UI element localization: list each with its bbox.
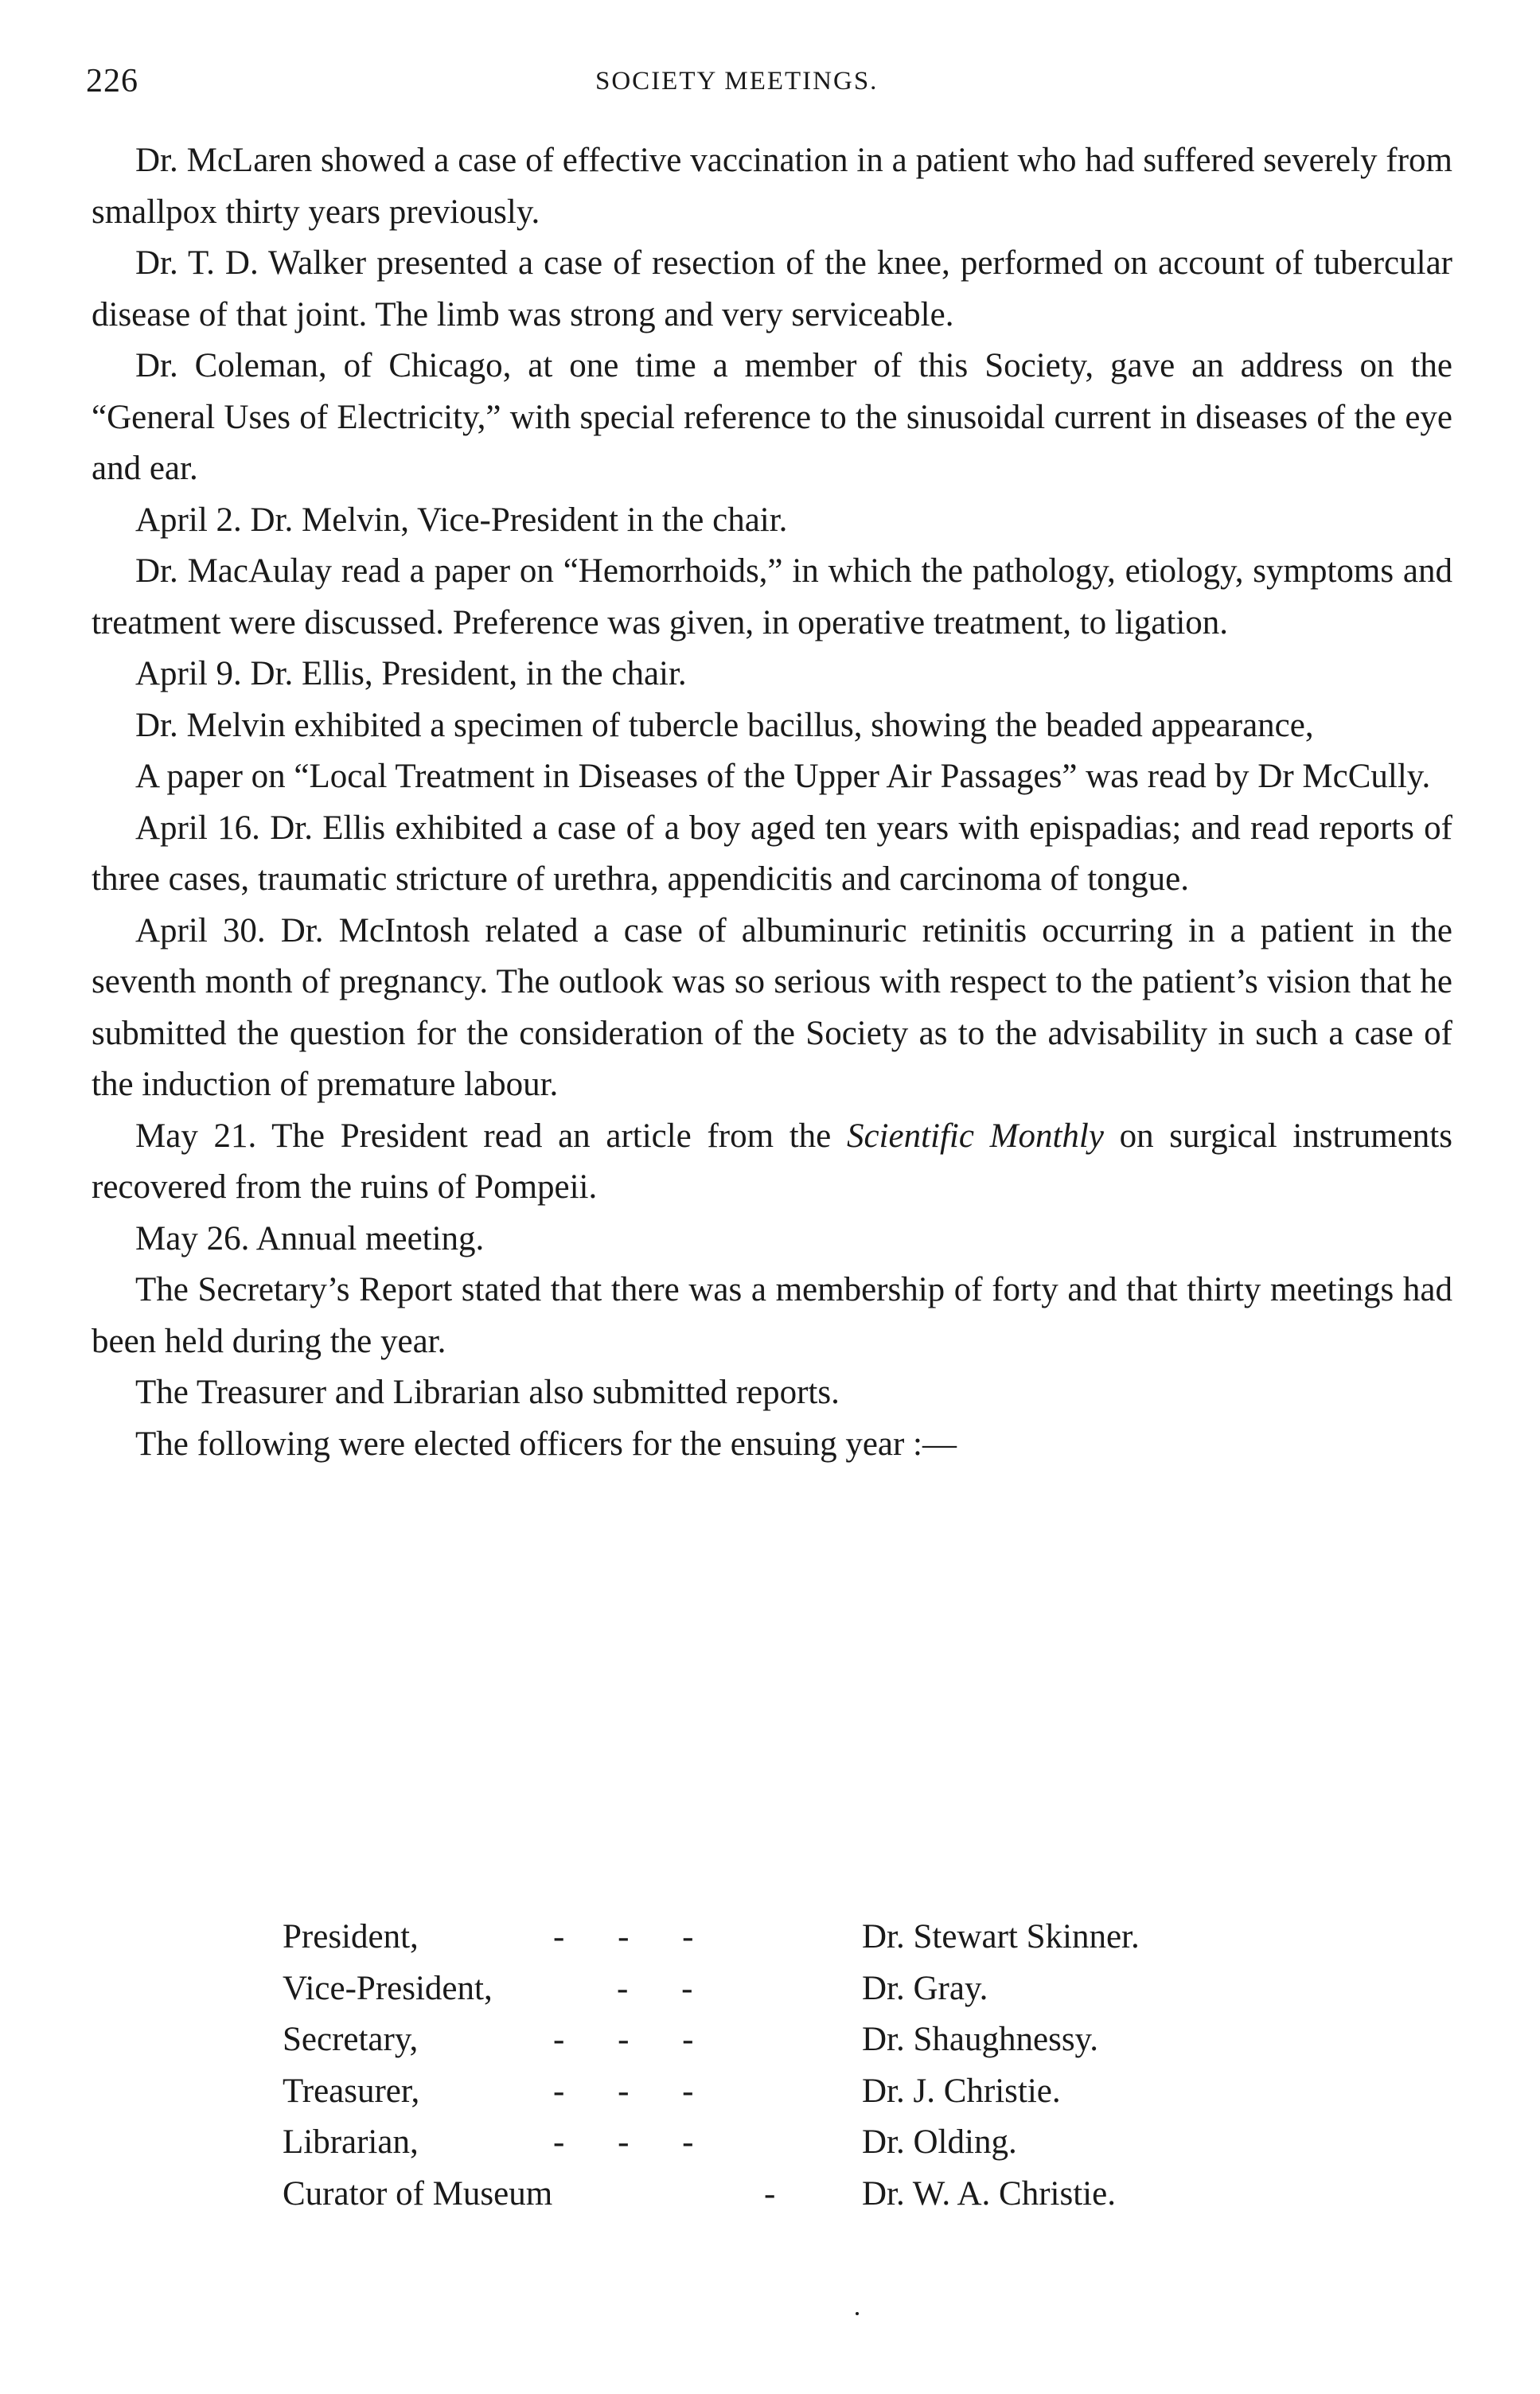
- officers-list: [283, 1912, 1397, 2220]
- paragraph-walker: Dr. T. D. Walker presented a case of resection of the knee, performed on account of tubercular disease of that joint. The limb was strong and very serviceable.: [92, 244, 1452, 333]
- officer-name: Dr. Shaughnessy.: [862, 2021, 1099, 2058]
- paragraph-april-30: April 30. Dr. McIntosh related a case of albuminuric retinitis occurring in a patient in the seventh month of pregnancy. The outlook was so serious with respect to the patient’s vision that he submitted the question for the consideration of the Society as to the advisability in such a case of the induction of premature labour.: [92, 911, 1452, 1103]
- officer-title: Librarian,: [283, 2123, 419, 2161]
- officer-title: Treasurer,: [283, 2072, 420, 2110]
- body-text: [92, 135, 1452, 1470]
- paragraph-coleman: Dr. Coleman, of Chicago, at one time a member of this Society, gave an address on the “General Uses of Electricity,” with special reference to the sinusoidal current in diseases of the eye and ear.: [92, 347, 1452, 487]
- dash-leader: -: [764, 2174, 798, 2213]
- dash-leader: - - -: [553, 1918, 716, 1955]
- running-head: SOCIETY MEETINGS.: [595, 67, 879, 96]
- officer-row: [283, 2169, 1397, 2220]
- officer-title: President,: [283, 1918, 419, 1955]
- paragraph-april-9: April 9. Dr. Ellis, President, in the chair.: [135, 655, 687, 692]
- officer-title: Curator of Museum: [283, 2174, 553, 2213]
- officer-row: [283, 1963, 1397, 2015]
- officer-name: Dr. Gray.: [862, 1969, 988, 2007]
- officer-title: Vice-President,: [283, 1969, 493, 2007]
- paragraph-april-16: April 16. Dr. Ellis exhibited a case of a boy aged ten years with epispadias; and read reports of three cases, traumatic stricture of urethra, appendicitis and carcinoma of tongue.: [92, 809, 1452, 898]
- paragraph-mclaren: Dr. McLaren showed a case of effective vaccination in a patient who had suffered severely from smallpox thirty years previously.: [92, 142, 1452, 231]
- paragraph-melvin: Dr. Melvin exhibited a specimen of tubercle bacillus, showing the beaded appearance,: [135, 706, 1314, 744]
- page-number: 226: [86, 63, 138, 99]
- may21-before: May 21. The President read an article from the: [135, 1117, 847, 1155]
- officer-row: [283, 2066, 1397, 2118]
- paragraph-treasurer-librarian: The Treasurer and Librarian also submitted reports.: [135, 1374, 840, 1411]
- officer-name: Dr. W. A. Christie.: [862, 2174, 1116, 2213]
- officer-name: Dr. Olding.: [862, 2123, 1017, 2161]
- officer-name: Dr. Stewart Skinner.: [862, 1918, 1140, 1955]
- paragraph-officers-intro: The following were elected officers for the ensuing year :—: [135, 1425, 957, 1463]
- dash-leader: - - -: [553, 2123, 716, 2161]
- paragraph-air-passages: A paper on “Local Treatment in Diseases of the Upper Air Passages” was read by Dr McCully.: [135, 758, 1431, 795]
- officer-row: [283, 2117, 1397, 2169]
- officer-name: Dr. J. Christie.: [862, 2072, 1061, 2110]
- dash-leader: - - -: [553, 2072, 716, 2110]
- officer-row: [283, 2014, 1397, 2066]
- officer-title: Secretary,: [283, 2021, 419, 2058]
- dash-leader: - - -: [553, 2021, 716, 2058]
- dash-leader: - -: [617, 1969, 715, 2007]
- paragraph-macaulay: Dr. MacAulay read a paper on “Hemorrhoids,” in which the pathology, etiology, symptoms and treatment were discussed. Preference was given, in operative treatment, to ligation.: [92, 552, 1452, 641]
- paragraph-april-2: April 2. Dr. Melvin, Vice-President in the chair.: [135, 501, 788, 539]
- paragraph-may-26: May 26. Annual meeting.: [135, 1219, 485, 1257]
- paragraph-may-21: [92, 1111, 1452, 1214]
- page-header: [86, 62, 1455, 110]
- officer-row: [283, 1912, 1397, 1963]
- may21-after: on surgical instruments recovered from the ruins of Pompeii.: [92, 1117, 1452, 1206]
- print-speck: [856, 2312, 859, 2315]
- paragraph-secretary-report: The Secretary’s Report stated that there was a membership of forty and that thirty meetings had been held during the year.: [92, 1271, 1452, 1360]
- journal-title: Scientific Monthly: [846, 1117, 1104, 1155]
